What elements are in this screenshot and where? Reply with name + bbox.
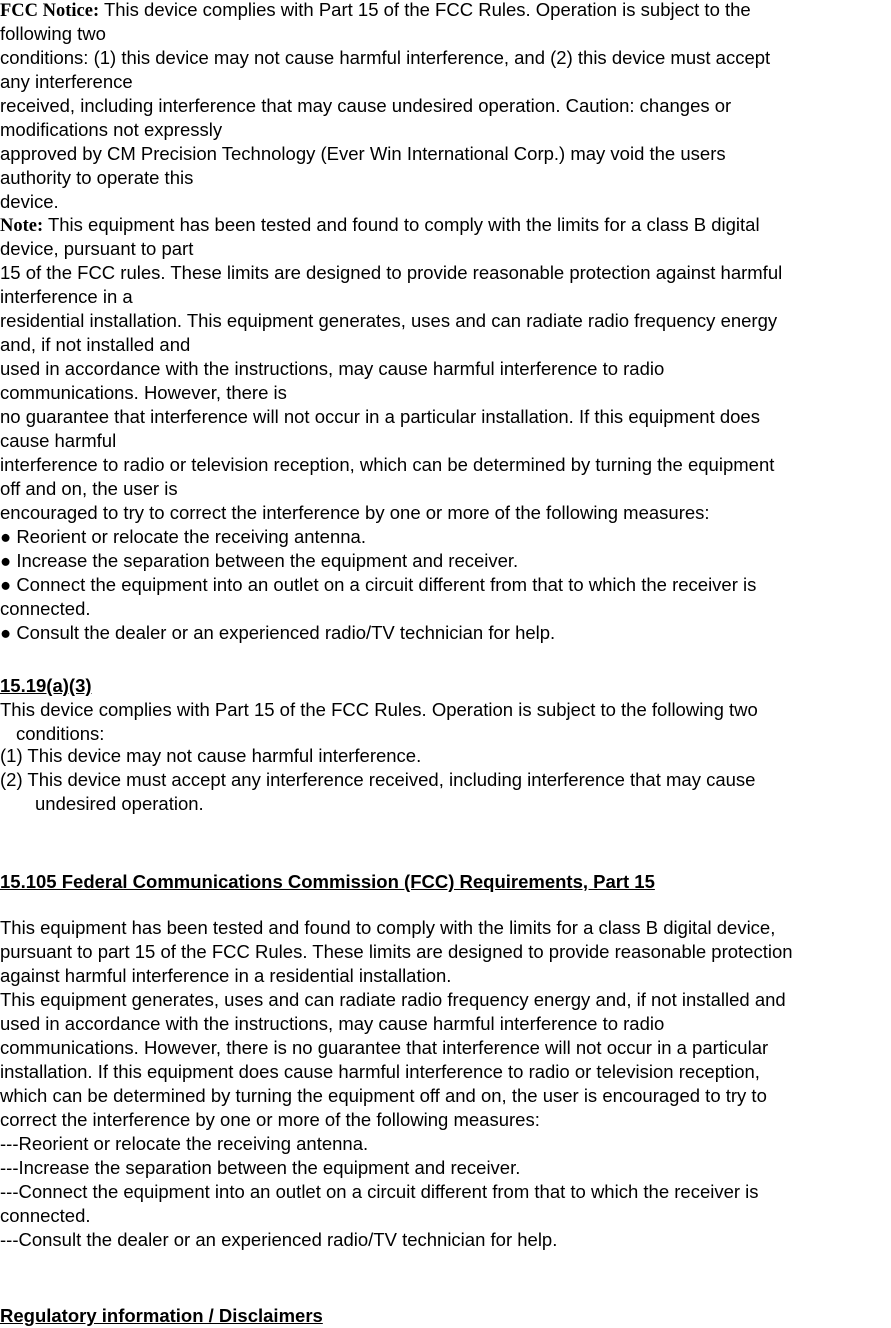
fcc-notice-line: any interference — [0, 71, 133, 92]
note-bullet-item: connected. — [0, 598, 91, 619]
note-bullet-item: ● Consult the dealer or an experienced radio/TV technician for help. — [0, 622, 556, 643]
section-15-105-measure: ---Consult the dealer or an experienced radio/TV technician for help. — [0, 1229, 558, 1250]
section-15-105-line: which can be determined by turning the equipment off and on, the user is encouraged to try to — [0, 1085, 767, 1106]
note-line: Note: This equipment has been tested and found to comply with the limits for a class B digital — [0, 214, 760, 236]
fcc-notice-line: FCC Notice: This device complies with Part 15 of the FCC Rules. Operation is subject to the — [0, 0, 751, 21]
section-15-105-measure: ---Connect the equipment into an outlet on a circuit different from that to which the receiver is — [0, 1181, 759, 1202]
section-15-105-measure: ---Increase the separation between the equipment and receiver. — [0, 1157, 521, 1178]
note-line: off and on, the user is — [0, 478, 178, 499]
section-15-105-line: This equipment has been tested and found to comply with the limits for a class B digital device, — [0, 917, 776, 938]
note-bullet-item: ● Connect the equipment into an outlet on a circuit different from that to which the receiver is — [0, 574, 757, 595]
section-15-19-line: undesired operation. — [35, 793, 204, 814]
note-line: and, if not installed and — [0, 334, 191, 355]
note-line: used in accordance with the instructions, may cause harmful interference to radio — [0, 358, 665, 379]
section-15-105-line: installation. If this equipment does cause harmful interference to radio or television reception, — [0, 1061, 760, 1082]
fcc-notice-line: authority to operate this — [0, 167, 194, 188]
note-line: interference to radio or television reception, which can be determined by turning the equipment — [0, 454, 775, 475]
section-15-19-line: This device complies with Part 15 of the FCC Rules. Operation is subject to the following two — [0, 699, 758, 720]
note-line: encouraged to try to correct the interference by one or more of the following measures: — [0, 502, 710, 523]
section-15-105-line: used in accordance with the instructions, may cause harmful interference to radio — [0, 1013, 665, 1034]
fcc-notice-label: FCC Notice: — [0, 1, 100, 21]
regulatory-heading: Regulatory information / Disclaimers — [0, 1305, 323, 1326]
fcc-notice-line: received, including interference that may cause undesired operation. Caution: changes or — [0, 95, 732, 116]
section-15-105-line: correct the interference by one or more of the following measures: — [0, 1109, 540, 1130]
note-line: 15 of the FCC rules. These limits are designed to provide reasonable protection against harmful — [0, 262, 783, 283]
note-label: Note: — [0, 216, 44, 236]
fcc-notice-line: conditions: (1) this device may not cause harmful interference, and (2) this device must accept — [0, 47, 771, 68]
note-bullet-item: ● Reorient or relocate the receiving antenna. — [0, 526, 366, 547]
note-line: device, pursuant to part — [0, 238, 194, 259]
note-line: interference in a — [0, 286, 133, 307]
note-line: residential installation. This equipment generates, uses and can radiate radio frequency energy — [0, 310, 778, 331]
note-bullet-item: ● Increase the separation between the equipment and receiver. — [0, 550, 519, 571]
fcc-notice-line: modifications not expressly — [0, 119, 223, 140]
section-15-19-heading: 15.19(a)(3) — [0, 675, 92, 696]
section-15-105-measure: connected. — [0, 1205, 91, 1226]
section-15-105-line: against harmful interference in a residential installation. — [0, 965, 452, 986]
section-15-105-heading: 15.105 Federal Communications Commission (FCC) Requirements, Part 15 — [0, 871, 655, 892]
section-15-19-line: conditions: — [16, 723, 105, 744]
section-15-19-line: (2) This device must accept any interference received, including interference that may cause — [0, 769, 756, 790]
fcc-notice-line: following two — [0, 23, 106, 44]
section-15-105-measure: ---Reorient or relocate the receiving antenna. — [0, 1133, 369, 1154]
note-line: cause harmful — [0, 430, 117, 451]
section-15-105-line: communications. However, there is no guarantee that interference will not occur in a particular — [0, 1037, 769, 1058]
note-line: communications. However, there is — [0, 382, 287, 403]
section-15-105-line: pursuant to part 15 of the FCC Rules. These limits are designed to provide reasonable protection — [0, 941, 793, 962]
section-15-19-line: (1) This device may not cause harmful interference. — [0, 745, 422, 766]
note-line: no guarantee that interference will not occur in a particular installation. If this equipment does — [0, 406, 760, 427]
fcc-notice-line: device. — [0, 191, 59, 212]
section-15-105-line: This equipment generates, uses and can radiate radio frequency energy and, if not installed and — [0, 989, 786, 1010]
fcc-notice-line: approved by CM Precision Technology (Ever Win International Corp.) may void the users — [0, 143, 726, 164]
